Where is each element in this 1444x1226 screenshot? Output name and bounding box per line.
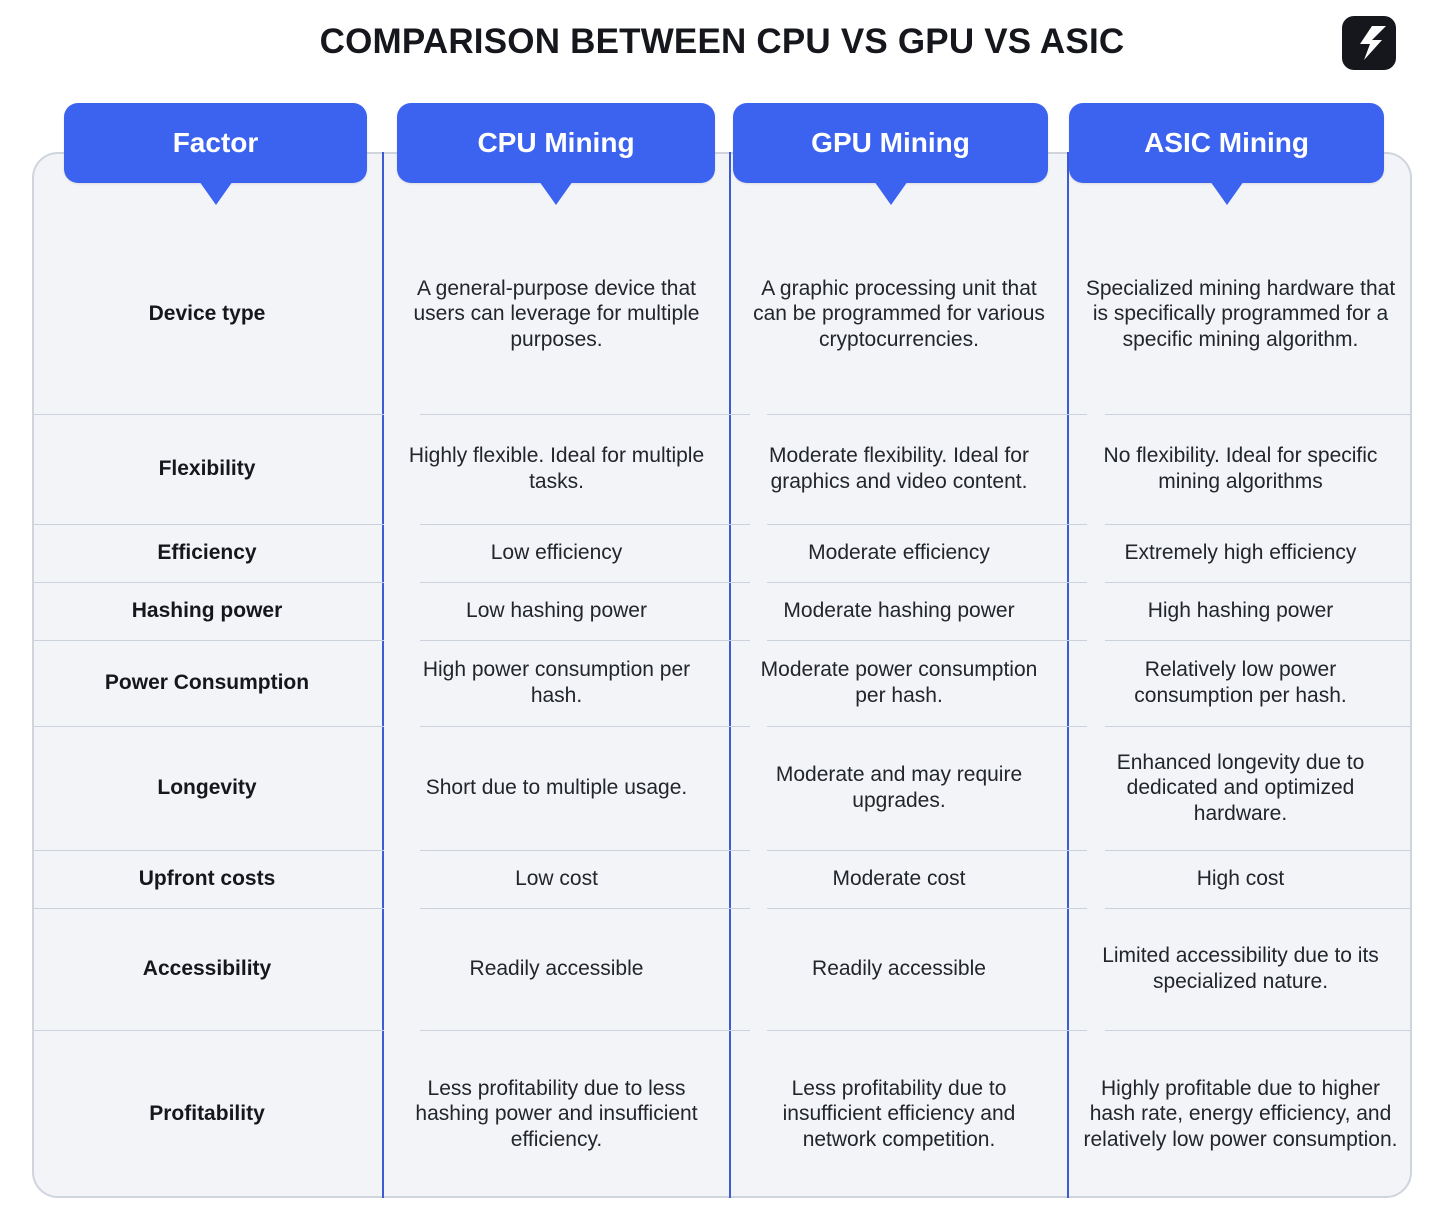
row-cell-cpu: Less profitability due to less hashing power and insufficient efficiency. [415,1076,698,1151]
row-factor-label: Efficiency [157,541,257,565]
column-header-factor [64,103,367,183]
row-cell-cpu: Low efficiency [490,541,623,565]
row-cell-gpu: A graphic processing unit that can be programmed for various cryptocurrencies. [753,276,1045,351]
row-cell-gpu: Moderate hashing power [783,599,1015,623]
row-cell-cpu: Low cost [515,867,598,891]
comparison-grid [32,152,1412,1198]
row-factor-label: Flexibility [158,457,256,481]
column-header-gpu [733,103,1048,183]
row-cell-asic: High hashing power [1147,599,1334,623]
row-factor-label: Device type [148,302,266,326]
row-cell-asic: Limited accessibility due to its specialized nature. [1102,944,1379,993]
row-cell-cpu: Highly flexible. Ideal for multiple tasks. [408,444,705,493]
row-factor-label: Power Consumption [104,671,310,695]
row-cell-gpu: Moderate efficiency [808,541,990,565]
row-cell-gpu: Readily accessible [812,957,986,981]
column-header-label: Factor [172,127,259,158]
row-cell-cpu: High power consumption per hash. [422,658,691,707]
pill-tail [199,181,233,205]
row-cell-cpu: Low hashing power [466,599,647,623]
row-cell-gpu: Less profitability due to insufficient efficiency and network competition. [782,1076,1016,1151]
row-factor-label: Hashing power [131,599,283,623]
row-factor-label: Profitability [149,1102,265,1126]
row-factor-label: Longevity [157,776,257,800]
row-cell-asic: High cost [1196,867,1285,891]
row-cell-gpu: Moderate power consumption per hash. [760,658,1038,707]
row-cell-asic: Specialized mining hardware that is specifically programmed for a specific mining algorithm. [1085,276,1396,351]
row-cell-gpu: Moderate cost [832,867,966,891]
column-header-label: ASIC Mining [1144,127,1309,158]
row-cell-asic: Relatively low power consumption per hash. [1134,658,1347,707]
row-cell-gpu: Moderate and may require upgrades. [775,763,1023,812]
brand-logo-icon [1342,16,1396,70]
row-cell-asic: Extremely high efficiency [1124,541,1357,565]
row-cell-cpu: Readily accessible [469,957,644,981]
row-cell-cpu: Short due to multiple usage. [425,776,688,800]
column-header-cpu [397,103,715,183]
column-header-label: CPU Mining [477,127,635,158]
column-header-asic [1069,103,1384,183]
pill-tail [539,181,573,205]
row-cell-asic: Highly profitable due to higher hash rate, energy efficiency, and relatively low power consumption. [1083,1076,1398,1151]
page-title: COMPARISON BETWEEN CPU VS GPU VS ASIC [319,22,1125,61]
row-factor-label: Accessibility [142,957,272,981]
row-cell-asic: No flexibility. Ideal for specific mining algorithms [1103,444,1378,493]
row-cell-asic: Enhanced longevity due to dedicated and optimized hardware. [1116,750,1365,825]
row-cell-gpu: Moderate flexibility. Ideal for graphics and video content. [769,444,1029,493]
pill-tail [874,181,908,205]
column-header-label: GPU Mining [811,127,970,158]
pill-tail [1210,181,1244,205]
row-factor-label: Upfront costs [138,867,276,891]
row-cell-cpu: A general-purpose device that users can leverage for multiple purposes. [413,276,700,351]
